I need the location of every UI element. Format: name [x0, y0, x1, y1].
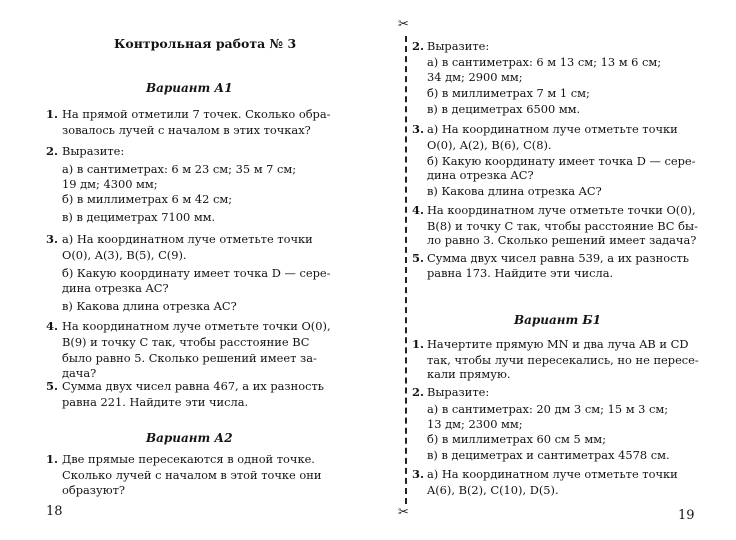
variant-a1-heading: Вариант А1 — [146, 81, 233, 95]
scissors-icon: ✂ — [398, 505, 409, 520]
task-number: 1. — [412, 337, 425, 351]
text-line: кали прямую. — [427, 367, 511, 381]
text-line: A(6), B(2), C(10), D(5). — [427, 483, 559, 497]
text-line: равна 173. Найдите эти числа. — [427, 266, 614, 280]
text-line: дина отрезка AC? — [62, 281, 169, 295]
text-line: Выразите: — [62, 144, 125, 158]
task-number: 4. — [46, 319, 59, 333]
variant-a2-heading: Вариант А2 — [146, 431, 233, 445]
task-number: 2. — [412, 39, 425, 53]
task-number: 2. — [46, 144, 59, 158]
text-line: дача? — [62, 366, 97, 380]
text-line: ло равно 3. Сколько решений имеет задача? — [427, 233, 697, 247]
task-number: 5. — [46, 379, 59, 393]
task-number: 3. — [46, 232, 59, 246]
text-line: а) в сантиметрах: 20 дм 3 см; 15 м 3 см; — [427, 402, 669, 416]
text-line: B(8) и точку C так, чтобы расстояние BC бы- — [427, 219, 698, 233]
text-line: было равно 5. Сколько решений имеет за- — [62, 351, 317, 365]
text-line: 19 дм; 4300 мм; — [62, 177, 158, 191]
text-line: На координатном луче отметьте точки O(0), — [427, 203, 696, 217]
text-line: в) в дециметрах и сантиметрах 4578 см. — [427, 448, 670, 462]
task-number: 3. — [412, 467, 425, 481]
text-line: а) На координатном луче отметьте точки — [427, 122, 678, 136]
text-line: зовалось лучей с началом в этих точках? — [62, 123, 311, 137]
text-line: O(0), A(3), B(5), C(9). — [62, 248, 187, 262]
text-line: а) в сантиметрах: 6 м 23 см; 35 м 7 см; — [62, 162, 297, 176]
text-line: На прямой отметили 7 точек. Сколько обра- — [62, 107, 331, 121]
text-line: в) в дециметрах 6500 мм. — [427, 102, 581, 116]
text-line: Две прямые пересекаются в одной точке. — [62, 452, 315, 466]
text-line: а) в сантиметрах: 6 м 13 см; 13 м 6 см; — [427, 55, 662, 69]
text-line: B(9) и точку C так, чтобы расстояние BC — [62, 335, 310, 349]
scissors-icon: ✂ — [398, 17, 409, 32]
text-line: На координатном луче отметьте точки O(0), — [62, 319, 331, 333]
task-number: 4. — [412, 203, 425, 217]
text-line: O(0), A(2), B(6), C(8). — [427, 138, 552, 152]
text-line: так, чтобы лучи пересекались, но не пересе- — [427, 353, 699, 367]
variant-b1-heading: Вариант Б1 — [514, 313, 602, 327]
text-line: в) Какова длина отрезка AC? — [62, 299, 237, 313]
text-line: 13 дм; 2300 мм; — [427, 417, 523, 431]
task-number: 2. — [412, 385, 425, 399]
page-number: 18 — [46, 504, 63, 519]
task-number: 1. — [46, 452, 59, 466]
text-line: в) Какова длина отрезка AC? — [427, 184, 602, 198]
page-number: 19 — [678, 508, 695, 523]
text-line: б) Какую координату имеет точка D — сере- — [427, 154, 696, 168]
text-line: б) в миллиметрах 7 м 1 см; — [427, 86, 590, 100]
right-page — [400, 0, 736, 540]
text-line: Сумма двух чисел равна 467, а их разность — [62, 379, 324, 393]
text-line: Выразите: — [427, 39, 490, 53]
text-line: а) На координатном луче отметьте точки — [427, 467, 678, 481]
text-line: дина отрезка AC? — [427, 168, 534, 182]
text-line: Начертите прямую MN и два луча AB и CD — [427, 337, 689, 351]
text-line: б) Какую координату имеет точка D — сере- — [62, 266, 331, 280]
text-line: Выразите: — [427, 385, 490, 399]
page-title: Контрольная работа № 3 — [114, 36, 297, 51]
text-line: а) На координатном луче отметьте точки — [62, 232, 313, 246]
text-line: Сколько лучей с началом в этой точке они — [62, 468, 322, 482]
task-number: 1. — [46, 107, 59, 121]
text-line: б) в миллиметрах 6 м 42 см; — [62, 192, 233, 206]
text-line: Сумма двух чисел равна 539, а их разность — [427, 251, 689, 265]
text-line: 34 дм; 2900 мм; — [427, 70, 523, 84]
text-line: равна 221. Найдите эти числа. — [62, 395, 249, 409]
task-number: 3. — [412, 122, 425, 136]
task-number: 5. — [412, 251, 425, 265]
text-line: образуют? — [62, 483, 126, 497]
text-line: б) в миллиметрах 60 см 5 мм; — [427, 432, 606, 446]
text-line: в) в дециметрах 7100 мм. — [62, 210, 216, 224]
